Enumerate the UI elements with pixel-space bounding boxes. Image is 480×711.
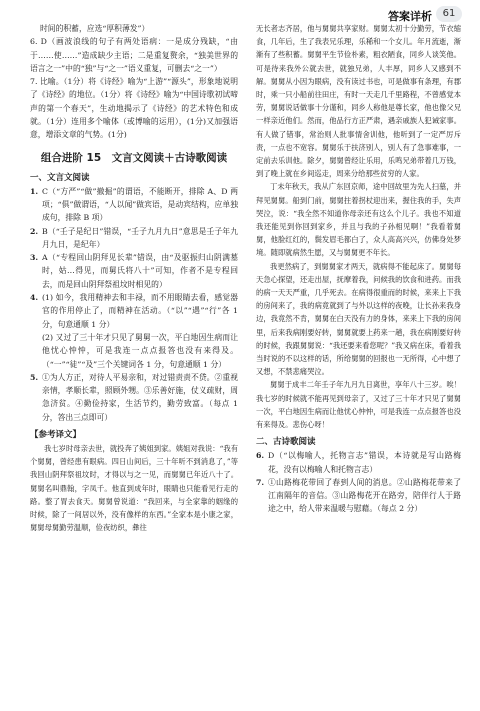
answer-item: 5. ①为人方正，对待人平易亲和，对过错责责不贷。②重视亲情，孝顺长辈，照顾外甥。③乐善好施，仗义疏财，周急济贫。④勤俭持家，生活节约，勤劳致富。（每点 1 分，答出三点即可） <box>30 372 238 422</box>
answer-item: 7. ①山路梅花带回了春到人间的消息。②山路梅花带来了江南隔年的音信。③山路梅花开在路旁，陪伴行人于路途之中，给人带来温暖与慰藉。（每点 2 分） <box>256 477 461 514</box>
translation-paragraph: 丁未年秋天，我从广东回京师，途中回故里为先人扫墓，并拜见舅舅。船到门前，舅舅拄着拐杖迎出来，握住我的手，失声哭泣，说：“我全然不知道你母亲还有这么个儿子。我也不知道我还能见到你回到家乡，并且与我的子孙相见啊！”我看着舅舅，他脸红红的，鬓发眉毛都白了，众人高高兴兴，仿佛身处梦境。随即就病然生愿，又与舅舅更不年长。 <box>256 182 461 258</box>
section-title-poetry: 二、古诗歌阅读 <box>256 437 316 448</box>
translation-paragraph: 我七岁时母亲去世，就投奔了姨姐到家。姨姐对我说：“我有个舅舅，曾经患有眼病。四日山间后，三十年听不到消息了，”等我回山阴拜祭祖坟时，才得以与之一见，而舅舅已年近八十了。舅舅名叫鼎翰，字凤千。他直到成年时，眼睛也只能看见行走的路。整了胃去食天。舅舅曾说道：“我回来，与全家靠的姻缘的时候，除了一间居以外，没有像样的东西。”全家本是小康之家，舅舅母舅勤劳温顺，俭夜纺织，彝往 <box>30 444 238 533</box>
translation-paragraph: 舅舅于成丰二年壬子年九月九日离世，享年八十三岁。唉！我七岁的时候就不能再见到母亲了，又过了三十年才只见了舅舅一次，平白地因生病而让他忧心忡忡，可是我连一点点报答也没有来得及。悲伤心呀！ <box>256 380 461 430</box>
translation-paragraph: 无长者志齐居，他与舅舅共享家财。舅舅太初十分勤劳，节衣缩食，几年后，生了我表兄乐理，乐稀和一个女儿。年月流逝，渐渐有了些积蓄。舅舅平生节俭朴素，粗衣陋食，同乡人谈笑他。可是待来我外公就去世，就独兄弟，人丰厚，同乡人又感到不解。舅舅从小因为眼病，没有读过书也，可是做事有条理，有郡时，乘一只小船前往田庄，有时一天走几千里路程，不曾感觉本劳，舅舅说话做事十分谨和，同乡人称他是尊长家，他也像父兄一样亲近他们。然而，他品行方正严肃，遇亲戚族人犯诫家事。有人做了错事，常治则人批事情舍训他，他听到了一定严厉斥责，一点也不宽容。舅舅乐于扶济别人，别人有了急事难事，一定前去乐训他。除夕，舅舅曾经让乐用，乐鸣兄弟带着几万钱，到了晚上就在乡间巡走，周来分给那些贫穷的人家。 <box>256 24 461 179</box>
right-column <box>256 22 461 516</box>
group-title: 组合进阶 15 文言文阅读＋古诗歌阅读 <box>40 151 228 164</box>
page-number: 61 <box>436 6 462 22</box>
left-column <box>30 22 238 534</box>
section-title-classical: 一、文言文阅读 <box>30 172 90 183</box>
answer-item: 1. C（“方严”“做”撤掘”的谓语，不能断开，排除 A、D 两项；“俱”做谓语，“人以闻”做宾语，是动宾结构，应单独成句，排除 B 项） <box>30 186 238 223</box>
reference-translation-title: 【参考译文】 <box>30 430 82 441</box>
answer-item: (2) 又过了三十年才只见了舅舅一次，平白地因生病而让他忧心忡忡，可是我连一点点报答也没有来得及。（“一”“徒”“及”三个关键词各 1 分，句意通顺 1 分） <box>42 332 238 369</box>
header-title: 答案详析 <box>388 10 432 23</box>
answer-item: 2. B（“壬子是纪日”错误，“壬子九月九日”意思是壬子年九月九日，是纪年） <box>30 226 238 249</box>
answer-item: 4. (1) 如今，我用精神去和丰禄，而不用眼睛去看，感觉器官的作用停止了，而精神在活动。（“以”“遇”“行”各 1 分，句意通顺 1 分） <box>30 293 238 329</box>
answer-item-6-language: 6. D（画波浪线的句子有两处语病：一是成分残缺，“由于……使……”造成缺少主语；二是重复赘余，“独美世界的语言之一”中的“独”与“之一”语义重复，可删去“之一”） <box>30 37 238 73</box>
answer-item: 3. A（“专程回山阴拜见长辈”错误，由“及驱振归山阴满墓时，姑…得见，而舅氏将八十”可知，作者不是专程回去，而是回山阴拜祭祖坟时相见的） <box>30 253 238 289</box>
answer-item: 6. D（“以梅喻人，托物言志”错误，本诗就是写山路梅花，没有以梅喻人和托物言志） <box>256 451 461 474</box>
translation-paragraph: 我更然病了，到舅舅家才两天，就病得不能起床了。舅舅每天急心探望，还走出屋，抚摩着我，问候我的饮食和进药。而我的病一天天严重，几乎死去。在病得很重而的时候，来来上下我的房间来了，我的病竟就到了与外以这样的夜晚，让长孙来我身边，我竟然不肯，舅舅在白天没有力的身体，来来上下我的房间里，后来我病刚要好转，舅舅就要上药来一趟，我在病刚要好转的时候，我跟舅舅说：“我还要来看您呢？”我又病在床，看着我当时说的不以这样的话，所给舅舅的回报也一无所得，心中想了又想，不禁悲痛哭泣。 <box>256 261 461 377</box>
continuation-line: 时间的积蓄，应选“厚积薄发”） <box>40 24 150 33</box>
answer-item-7-language: 7. 比喻。（1分）将《诗经》喻为“上游”“源头”，形象地说明了《诗经》的地位。（1分）将《诗经》喻为“中国诗歌初试啼声的第一个春天”，生动地揭示了《诗经》的艺术特色和成就。（1分）连用多个喻体（或博喻的运用），(1分)又加强语意，增添文章的气势。(1分) <box>30 77 238 140</box>
